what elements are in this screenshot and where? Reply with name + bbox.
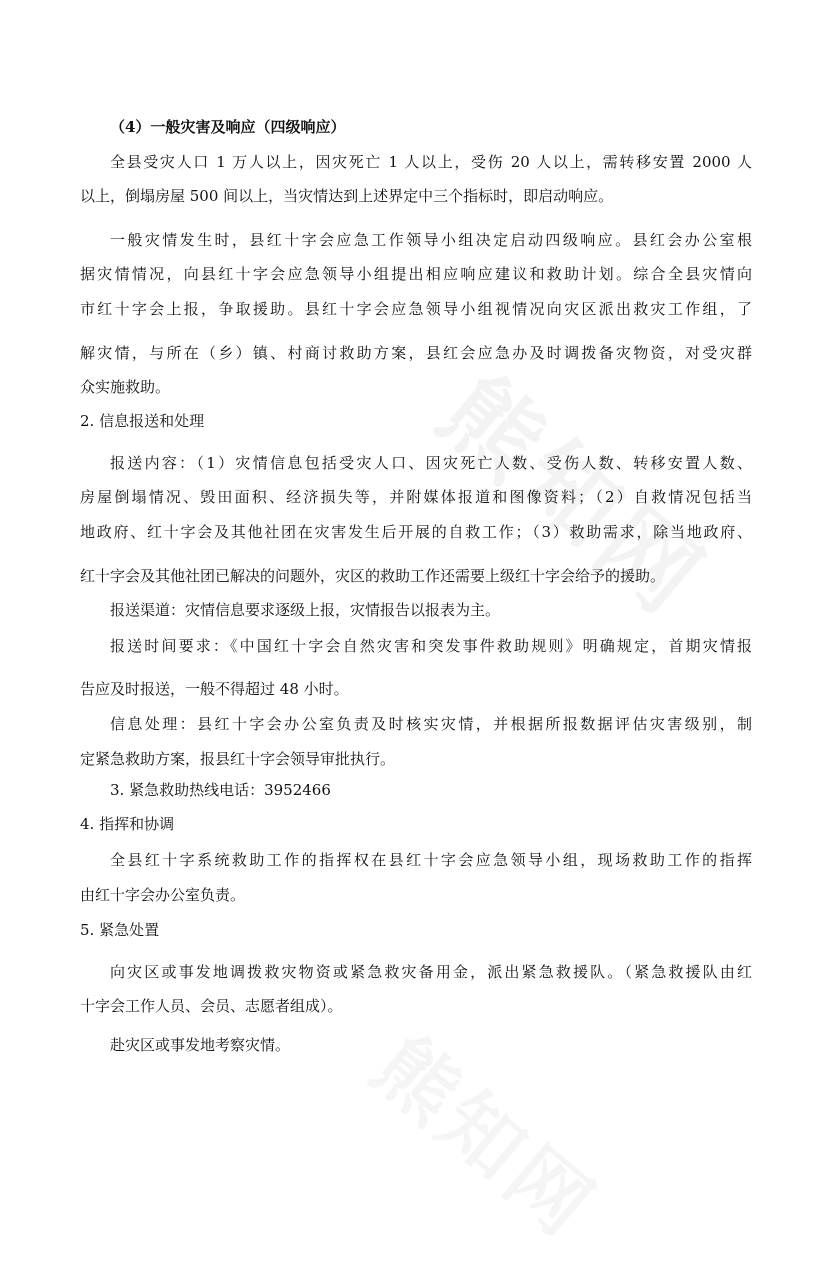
paragraph-line: 告应及时报送，一般不得超过 48 小时。 bbox=[80, 680, 349, 698]
paragraph-line: 由红十字会办公室负责。 bbox=[80, 886, 246, 904]
paragraph-line: 信息处理：县红十字会办公室负责及时核实灾情，并根据所报数据评估灾害级别，制 bbox=[110, 715, 752, 733]
paragraph-line: 市红十字会上报，争取援助。县红十字会应急领导小组视情况向灾区派出救灾工作组，了 bbox=[80, 300, 752, 318]
paragraph-line: 众实施救助。 bbox=[80, 378, 171, 396]
paragraph-line: 报送时间要求：《中国红十字会自然灾害和突发事件救助规则》明确规定，首期灾情报 bbox=[110, 637, 752, 655]
paragraph-line: 据灾情情况，向县红十字会应急领导小组提出相应响应建议和救助计划。综合全县灾情向 bbox=[80, 265, 752, 283]
hotline-line: 3. 紧急救助热线电话：3952466 bbox=[110, 781, 331, 799]
section-heading-level4: （4）一般灾害及响应（四级响应） bbox=[110, 118, 346, 136]
paragraph-line: 全县红十字系统救助工作的指挥权在县红十字会应急领导小组，现场救助工作的指挥 bbox=[110, 851, 752, 869]
paragraph-line: 以上，倒塌房屋 500 间以上，当灾情达到上述界定中三个指标时，即启动响应。 bbox=[80, 187, 614, 205]
paragraph-line: 报送渠道：灾情信息要求逐级上报，灾情报告以报表为主。 bbox=[110, 601, 501, 619]
paragraph-line: 全县受灾人口 1 万人以上，因灾死亡 1 人以上，受伤 20 人以上，需转移安置 2000 人 bbox=[110, 153, 752, 171]
paragraph-line: 解灾情，与所在（乡）镇、村商讨救助方案，县红会应急办及时调拨备灾物资，对受灾群 bbox=[80, 344, 752, 362]
paragraph-line: 一般灾情发生时，县红十字会应急工作领导小组决定启动四级响应。县红会办公室根 bbox=[110, 231, 752, 249]
section-heading-5: 5. 紧急处置 bbox=[80, 921, 160, 939]
paragraph-line: 向灾区或事发地调拨救灾物资或紧急救灾备用金，派出紧急救援队。（紧急救援队由红 bbox=[110, 963, 752, 981]
paragraph-line: 红十字会及其他社团已解决的问题外，灾区的救助工作还需要上级红十字会给予的援助。 bbox=[80, 567, 666, 585]
section-heading-4: 4. 指挥和协调 bbox=[80, 815, 175, 833]
paragraph-line: 报送内容：（1）灾情信息包括受灾人口、因灾死亡人数、受伤人数、转移安置人数、 bbox=[110, 454, 752, 472]
paragraph-line: 地政府、红十字会及其他社团在灾害发生后开展的自救工作；（3）救助需求，除当地政府、 bbox=[80, 523, 752, 541]
paragraph-line: 定紧急救助方案，报县红十字会领导审批执行。 bbox=[80, 750, 396, 768]
paragraph-line: 十字会工作人员、会员、志愿者组成）。 bbox=[80, 997, 343, 1015]
paragraph-line: 房屋倒塌情况、毁田面积、经济损失等，并附媒体报道和图像资料；（2）自救情况包括当 bbox=[80, 488, 752, 506]
paragraph-line: 赴灾区或事发地考察灾情。 bbox=[110, 1036, 291, 1054]
section-heading-2: 2. 信息报送和处理 bbox=[80, 412, 205, 430]
